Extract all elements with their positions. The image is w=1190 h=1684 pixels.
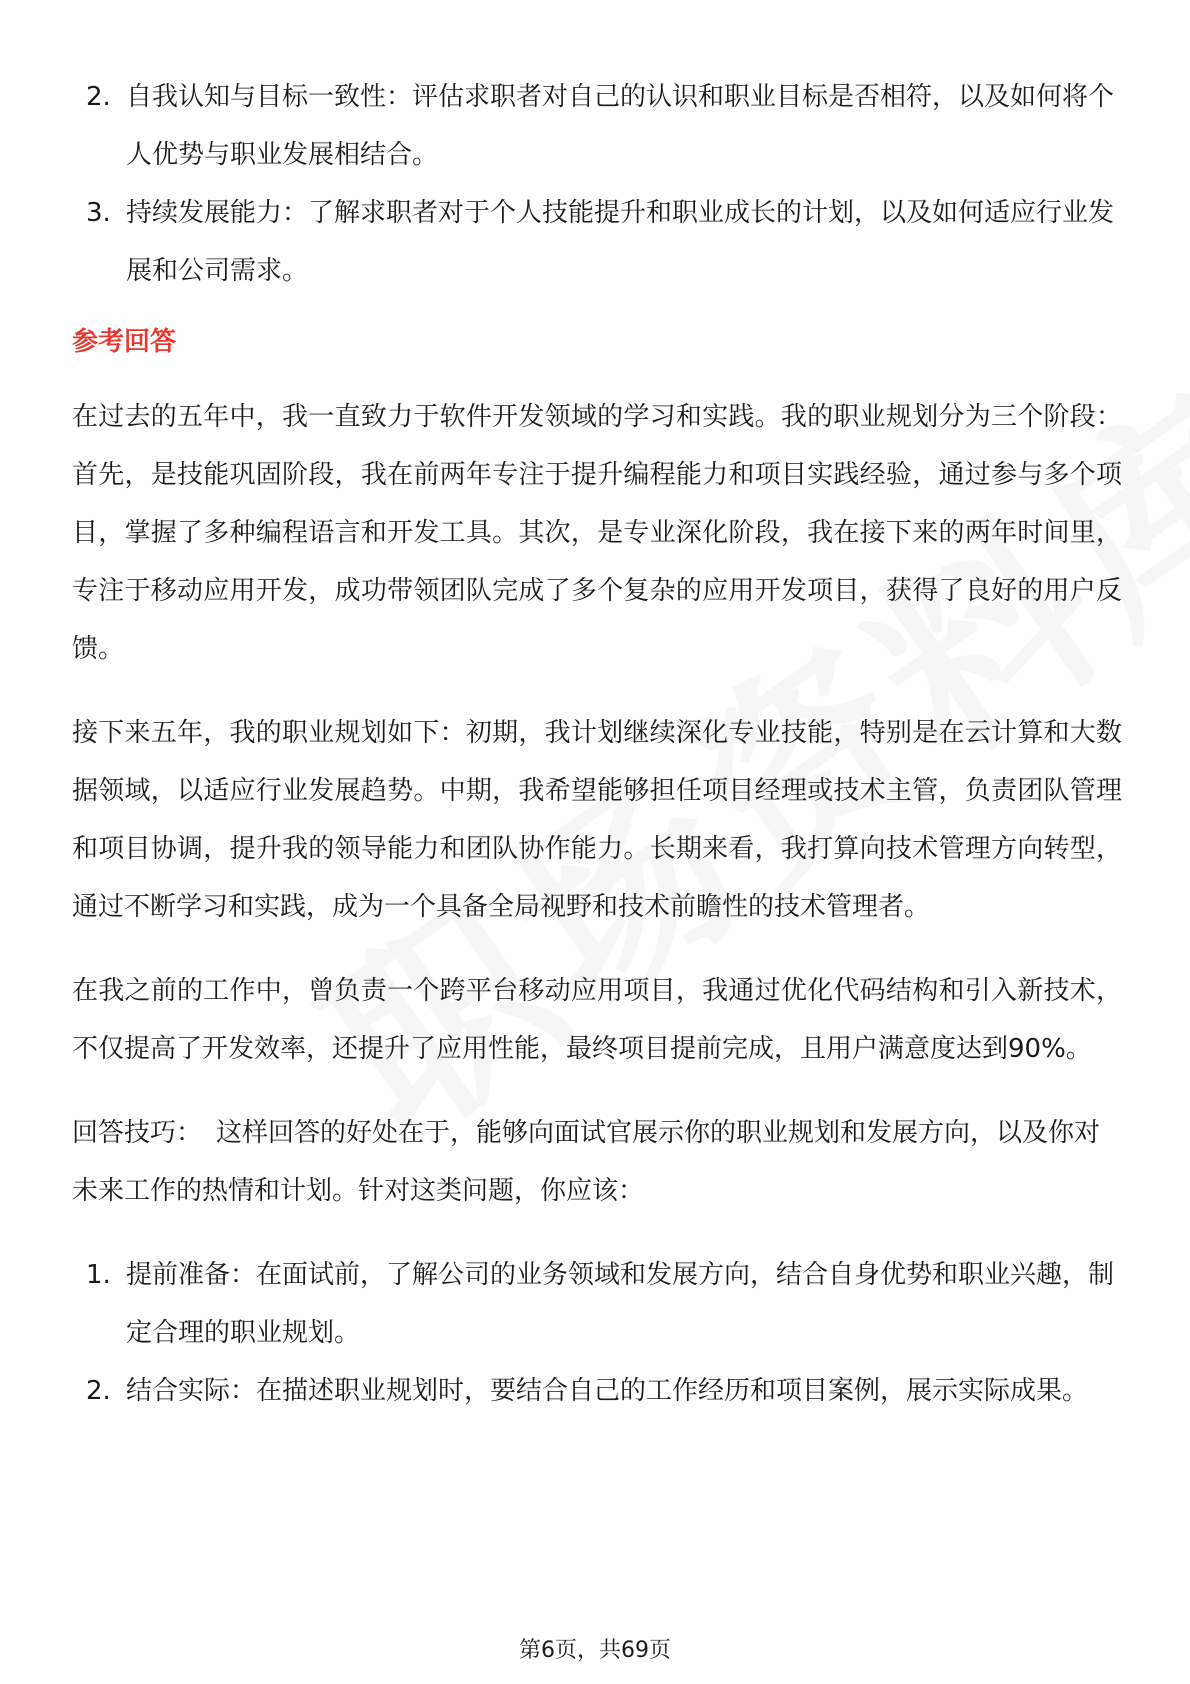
advice-list	[72, 1246, 1122, 1420]
list-item-number: 1.	[86, 1260, 111, 1290]
answer-paragraph: 在过去的五年中，我一直致力于软件开发领域的学习和实践。我的职业规划分为三个阶段：首先，是技能巩固阶段，我在前两年专注于提升编程能力和项目实践经验，通过参与多个项目，掌握了多种编程语言和开发工具。其次，是专业深化阶段，我在接下来的两年时间里，专注于移动应用开发，成功带领团队完成了多个复杂的应用开发项目，获得了良好的用户反馈。	[72, 402, 1122, 664]
criteria-list	[72, 68, 1122, 300]
list-item-text: 持续发展能力：了解求职者对于个人技能提升和职业成长的计划，以及如何适应行业发展和公司需求。	[126, 198, 1115, 286]
tips-text: 这样回答的好处在于，能够向面试官展示你的职业规划和发展方向，以及你对未来工作的热情和计划。针对这类问题，你应该：	[72, 1118, 1101, 1206]
list-item-text: 自我认知与目标一致性：评估求职者对自己的认识和职业目标是否相符，以及如何将个人优势与职业发展相结合。	[126, 82, 1115, 170]
list-item	[72, 1246, 1122, 1362]
page-content	[72, 68, 1122, 1420]
list-item-number: 2.	[86, 1376, 111, 1406]
list-item-text: 结合实际：在描述职业规划时，要结合自己的工作经历和项目案例，展示实际成果。	[126, 1376, 1089, 1406]
list-item-text: 提前准备：在面试前，了解公司的业务领域和发展方向，结合自身优势和职业兴趣，制定合理的职业规划。	[126, 1260, 1115, 1348]
answer-paragraph: 接下来五年，我的职业规划如下：初期，我计划继续深化专业技能，特别是在云计算和大数据领域，以适应行业发展趋势。中期，我希望能够担任项目经理或技术主管，负责团队管理和项目协调，提升我的领导能力和团队协作能力。长期来看，我打算向技术管理方向转型，通过不断学习和实践，成为一个具备全局视野和技术前瞻性的技术管理者。	[72, 718, 1122, 922]
list-item-number: 2.	[86, 82, 111, 112]
list-item-number: 3.	[86, 198, 111, 228]
answer-paragraph: 在我之前的工作中，曾负责一个跨平台移动应用项目，我通过优化代码结构和引入新技术，不仅提高了开发效率，还提升了应用性能，最终项目提前完成，且用户满意度达到90%。	[72, 976, 1122, 1064]
page-number-footer: 第6页，共69页	[519, 1638, 671, 1663]
list-item	[72, 1362, 1122, 1420]
list-item	[72, 184, 1122, 300]
tips-label: 回答技巧：	[72, 1118, 203, 1148]
list-item	[72, 68, 1122, 184]
section-title: 参考回答	[72, 327, 177, 357]
tips-paragraph	[72, 1104, 1122, 1220]
